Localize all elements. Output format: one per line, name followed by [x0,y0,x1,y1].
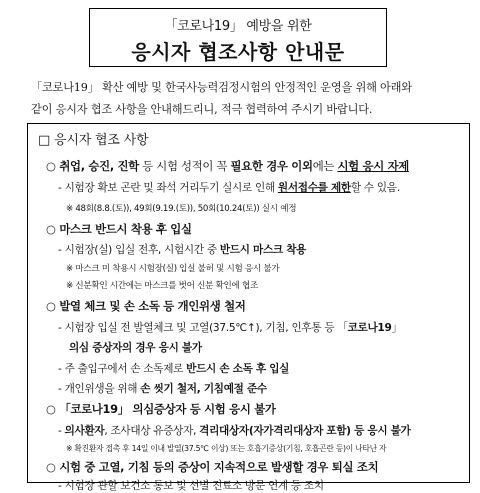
bullet-text: 시험 중 고열, 기침 등의 증상이 지속적으로 발생할 경우 퇴실 조치 [59,460,379,474]
dash-emphasis: 손 씻기 철저, 기침예절 준수 [140,383,267,395]
note-item: ※ 48회(8.8.(토)), 49회(9.19.(토)), 50회(10.24(토)) 실시 예정 [66,204,297,214]
bullet-marker: ○ [46,299,56,313]
dash-marker: - [58,322,62,334]
note-item: ※ 마스크 미 착용시 시험장(실) 입실 불허 및 시험 응시 불가 [66,264,280,274]
intro-paragraph [31,77,471,121]
section-title: □ 응시자 협조 사항 [38,133,149,148]
dash-text: 할 수 있음. [350,182,400,194]
title-box [89,8,387,67]
notice-title: 응시자 협조사항 안내문 [131,40,345,64]
bullet-text: 「코로나19」 의심증상자 등 시험 응시 불가 [59,402,276,416]
dash-text: , 조사대상 유증상자, [104,425,200,437]
dash-emphasis: 의사환자 [64,425,105,437]
dash-emphasis: 반드시 손 소독 후 입실 [186,363,290,375]
dash-text: 」 [391,322,402,334]
bullet-emphasis: 시험 응시 자제 [337,159,410,173]
dash-item [58,320,402,335]
bullet-text-bold: 취업, 승진, 진학 [59,159,139,173]
dash-item [58,423,411,438]
intro-line-1: 「코로나19」 확산 예방 및 한국사능력검정시험의 안정적인 운영을 위해 아래와 [31,81,412,94]
bullet-item [46,401,276,417]
dash-text: 시험장 확보 곤란 및 좌석 거리두기 실시로 인해 [64,182,278,194]
intro-line-2: 같이 응시자 협조 사항을 안내해드리니, 적극 협력하여 주시기 바랍니다. [31,103,373,116]
dash-emphasis: 격리대상자(자가격리대상자 포함) [199,425,351,437]
bullet-marker: ○ [46,402,56,416]
bullet-text: 에는 [312,159,338,173]
dash-emphasis: 반드시 마스크 착용 [219,244,307,256]
notice-subtitle: 「코로나19」 예방을 위한 [164,19,312,34]
dash-marker: - [58,363,62,375]
note-item: ※ 신분확인 시간에는 마스크를 벗어 신분 확인에 협조 [66,281,258,291]
dash-item [58,361,289,376]
dash-marker: - [58,244,62,256]
bullet-text-bold: 필요한 경우 이외 [230,159,313,173]
bullet-text: 등 시험 성적이 꼭 [138,159,231,173]
bullet-text: 발열 체크 및 손 소독 등 개인위생 철저 [59,299,246,313]
dash-marker: - [58,480,62,492]
dash-text: 주 출입구에서 손 소독제로 [64,363,187,375]
bullet-marker: ○ [46,159,56,173]
dash-marker: - [58,182,62,194]
dash-marker: - [58,383,62,395]
bullet-item [46,221,192,237]
dash-text: 개인위생을 위해 [64,383,141,395]
dash-text: 시험장 입실 전 발열체크 및 고열(37.5℃↑), 기침, 인후통 등 「 [64,322,348,334]
bullet-item [46,459,378,475]
bullet-item [46,158,409,174]
note-item: ※ 확진환자 접촉 후 14일 이내 발열(37.5℃ 이상) 또는 호흡기증상(기침, 호흡곤란 등)이 나타난 자 [66,444,387,453]
bullet-item [46,298,246,314]
bullet-text: 마스크 반드시 착용 후 입실 [59,222,192,236]
requirements-box [27,123,470,492]
dash-continuation: 의심 증상자의 경우 응시 불가 [69,342,202,354]
dash-emphasis: 코로나19 [347,322,392,334]
dash-marker: - [58,425,62,437]
dash-item [58,478,324,493]
dash-item [58,242,306,257]
bullet-marker: ○ [46,222,56,236]
dash-text: 시험장(실) 입실 전후, 시험시간 중 [64,244,220,256]
dash-item [58,180,400,195]
dash-item [58,381,267,396]
dash-text: 시험장 관할 보건소 통보 및 선별 진료소 방문 연계 등 조치 [64,480,324,492]
dash-emphasis: 원서접수를 제한 [277,182,351,194]
dash-text: 등 응시 불가 [350,425,411,437]
bullet-marker: ○ [46,460,56,474]
